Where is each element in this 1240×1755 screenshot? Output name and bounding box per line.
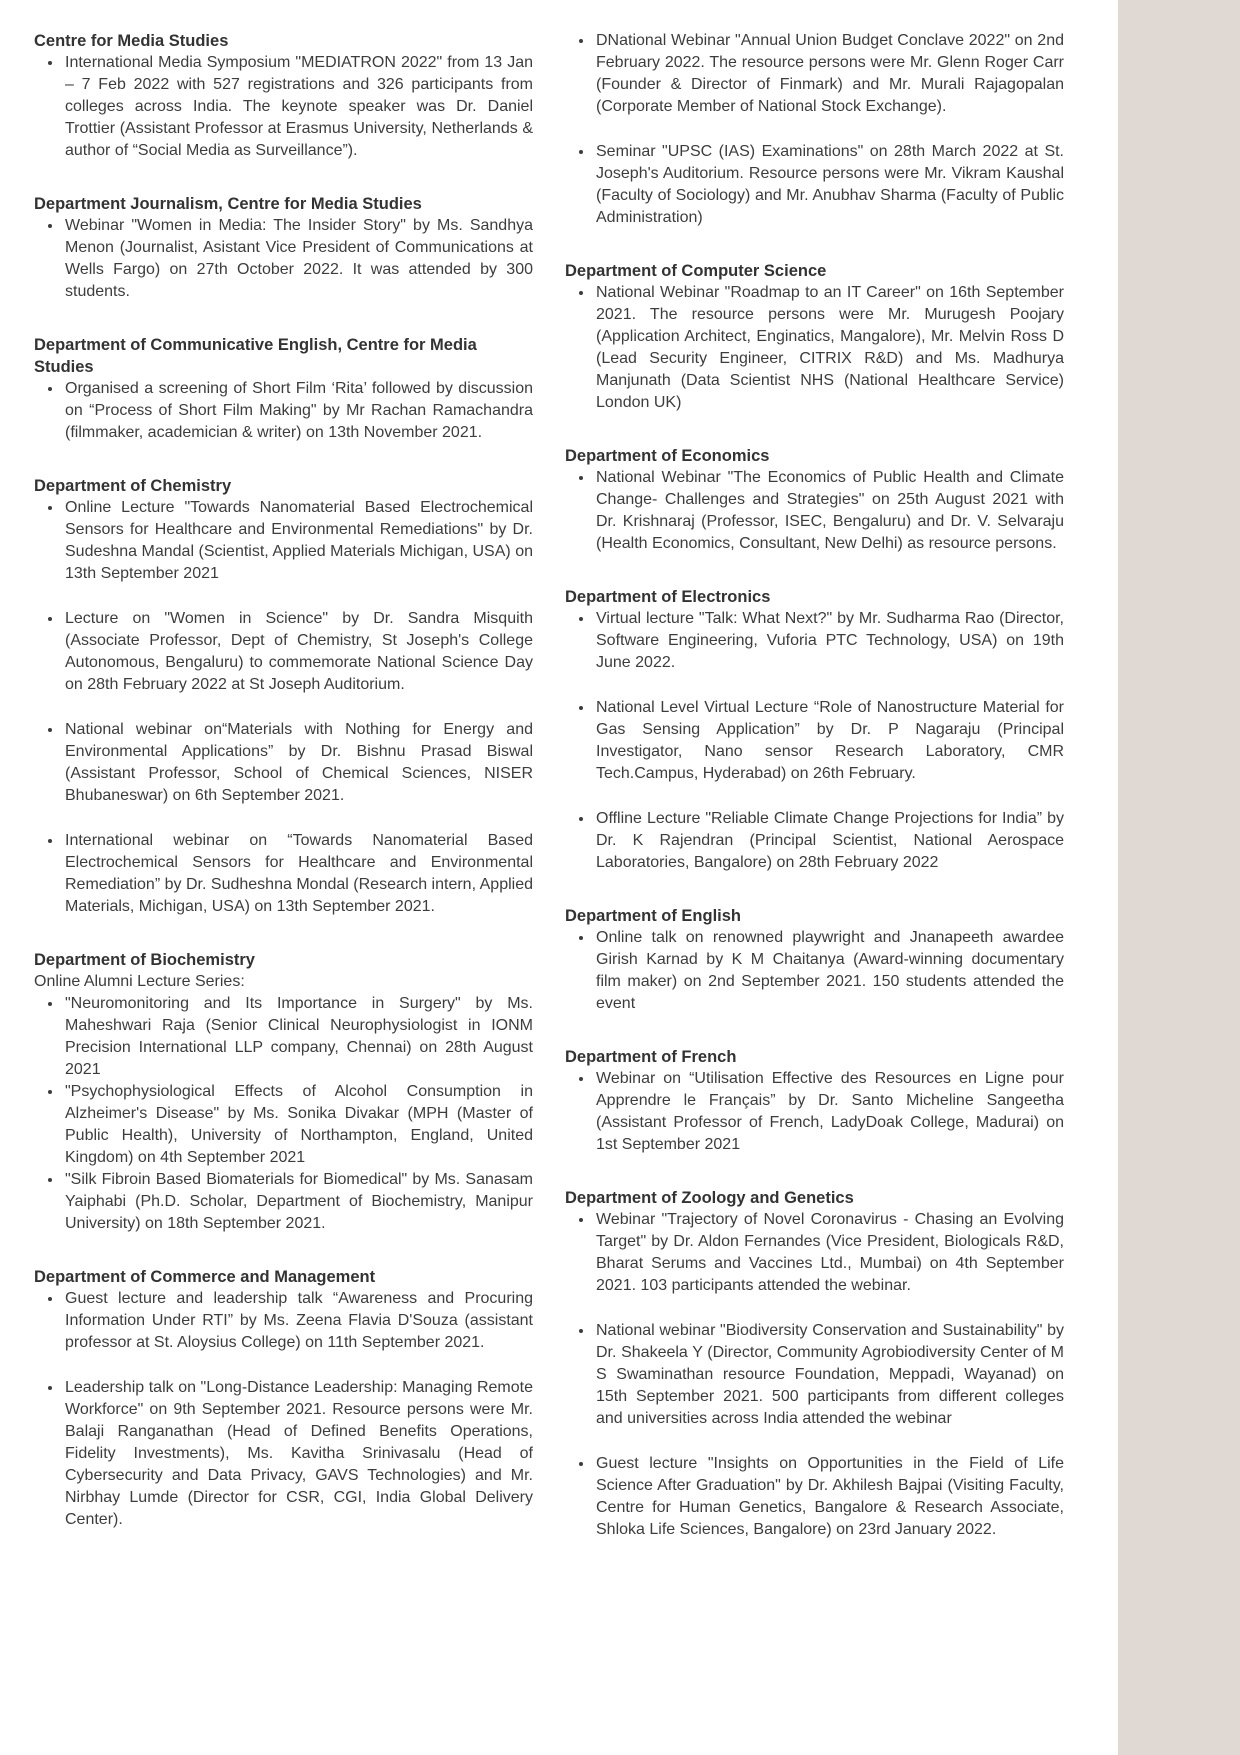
section-heading: Department of Communicative English, Centre for Media Studies xyxy=(34,336,477,376)
section-heading: Department of Biochemistry xyxy=(34,951,255,969)
event-item: • Organised a screening of Short Film ‘Rita’ followed by discussion on “Process of Short Film Making" by Mr Rachan Ramachandra (filmmaker, academician & writer) on 13th November 2021. xyxy=(63,378,533,444)
right-column xyxy=(565,30,1064,1541)
event-list xyxy=(34,215,533,303)
event-item: • Seminar "UPSC (IAS) Examinations" on 28th March 2022 at St. Joseph's Auditorium. Resource persons were Mr. Vikram Kaushal (Faculty of Sociology) and Mr. Anubhav Sharma (Faculty of Public Administration) xyxy=(594,141,1064,229)
event-item: • National Webinar "The Economics of Public Health and Climate Change- Challenges and Strategies" on 25th August 2021 with Dr. Krishnaraj (Professor, ISEC, Bengaluru) and Dr. V. Selvaraju (Health Economics, Consultant, New Delhi) as resource persons. xyxy=(594,467,1064,555)
section-heading: Department of Commerce and Management xyxy=(34,1268,376,1286)
section-heading: Department of Chemistry xyxy=(34,477,232,495)
department-section xyxy=(565,1187,1064,1541)
event-item: • National webinar on“Materials with Nothing for Energy and Environmental Applications” by Dr. Bishnu Prasad Biswal (Assistant Professor, School of Chemical Sciences, NISER Bhubaneswar) on 6th September 2021. xyxy=(63,719,533,807)
department-section xyxy=(34,334,533,444)
event-list xyxy=(565,1209,1064,1541)
event-item: • Webinar "Trajectory of Novel Coronavirus - Chasing an Evolving Target" by Dr. Aldon Fernandes (Vice President, Biologicals R&D, Bharat Serums and Vaccines Ltd., Mumbai) on 4th September 2021. 103 participants attended the webinar. xyxy=(594,1209,1064,1297)
department-section xyxy=(565,905,1064,1015)
event-list xyxy=(565,608,1064,874)
event-item: • Guest lecture "Insights on Opportunities in the Field of Life Science After Graduation" by Dr. Akhilesh Bajpai (Visiting Faculty, Centre for Human Genetics, Bangalore & Research Associate, Shloka Life Sciences, Bangalore) on 23rd January 2022. xyxy=(594,1453,1064,1541)
event-item: • Online Lecture "Towards Nanomaterial Based Electrochemical Sensors for Healthcare and Environmental Remediations" by Dr. Sudeshna Mandal (Scientist, Applied Materials Michigan, USA) on 13th September 2021 xyxy=(63,497,533,585)
event-list xyxy=(565,467,1064,555)
section-intro: Online Alumni Lecture Series: xyxy=(34,973,245,990)
department-section xyxy=(34,30,533,162)
department-section xyxy=(565,1046,1064,1156)
left-column xyxy=(34,30,533,1541)
section-heading: Centre for Media Studies xyxy=(34,32,229,50)
event-list xyxy=(565,1068,1064,1156)
event-list xyxy=(34,52,533,162)
event-item: • International Media Symposium "MEDIATRON 2022" from 13 Jan – 7 Feb 2022 with 527 registrations and 326 participants from colleges across India. The keynote speaker was Dr. Daniel Trottier (Assistant Professor at Erasmus University, Netherlands & author of “Social Media as Surveillance”). xyxy=(63,52,533,162)
event-item: • National webinar "Biodiversity Conservation and Sustainability" by Dr. Shakeela Y (Director, Community Agrobiodiversity Center of M S Swaminathan resource Foundation, Meppadi, Wayanad) on 15th September 2021. 500 participants from different colleges and universities across India attended the webinar xyxy=(594,1320,1064,1430)
event-item: • Online talk on renowned playwright and Jnanapeeth awardee Girish Karnad by K M Chaitanya (Award-winning documentary film maker) on 2nd September 2021. 150 students attended the event xyxy=(594,927,1064,1015)
event-item: • Leadership talk on "Long-Distance Leadership: Managing Remote Workforce" on 9th September 2021. Resource persons were Mr. Balaji Ranganathan (Head of Defined Benefits Operations, Fidelity Investments), Ms. Kavitha Srinivasalu (Head of Cybersecurity and Data Privacy, GAVS Technologies) and Mr. Nirbhay Lumde (Director for CSR, CGI, India Global Delivery Center). xyxy=(63,1377,533,1531)
event-item: • Webinar "Women in Media: The Insider Story" by Ms. Sandhya Menon (Journalist, Asistant Vice President of Communications at Wells Fargo) on 27th October 2022. It was attended by 300 students. xyxy=(63,215,533,303)
event-item: • Webinar on “Utilisation Effective des Resources en Ligne pour Apprendre le Français” by Dr. Santo Micheline Sangeetha (Assistant Professor of French, LadyDoak College, Madurai) on 1st September 2021 xyxy=(594,1068,1064,1156)
section-heading: Department of Economics xyxy=(565,447,770,465)
event-list xyxy=(34,993,533,1235)
section-heading: Department of English xyxy=(565,907,742,925)
section-heading: Department of Computer Science xyxy=(565,262,827,280)
event-item: • Lecture on "Women in Science" by Dr. Sandra Misquith (Associate Professor, Dept of Chemistry, St Joseph's College Autonomous, Bengaluru) to commemorate National Science Day on 28th February 2022 at St Joseph Auditorium. xyxy=(63,608,533,696)
event-item: • National Level Virtual Lecture “Role of Nanostructure Material for Gas Sensing Application” by Dr. P Nagaraju (Principal Investigator, Nano sensor Research Laboratory, CMR Tech.Campus, Hyderabad) on 26th February. xyxy=(594,697,1064,785)
event-list xyxy=(565,30,1064,229)
event-item: • National Webinar "Roadmap to an IT Career" on 16th September 2021. The resource persons were Mr. Murugesh Poojary (Application Architect, Enginatics, Mangalore), Mr. Melvin Ross D (Lead Security Engineer, CITRIX R&D) and Ms. Madhurya Manjunath (Data Scientist NHS (National Healthcare Service) London UK) xyxy=(594,282,1064,414)
event-item: • DNational Webinar "Annual Union Budget Conclave 2022" on 2nd February 2022. The resource persons were Mr. Glenn Roger Carr (Founder & Director of Finmark) and Mr. Murali Rajagopalan (Corporate Member of National Stock Exchange). xyxy=(594,30,1064,118)
event-item: • "Neuromonitoring and Its Importance in Surgery" by Ms. Maheshwari Raja (Senior Clinical Neurophysiologist in IONM Precision International LLP company, Chennai) on 28th August 2021 xyxy=(63,993,533,1081)
section-heading: Department of French xyxy=(565,1048,737,1066)
event-item: • Guest lecture and leadership talk “Awareness and Procuring Information Under RTI” by Ms. Zeena Flavia D'Souza (assistant professor at St. Aloysius College) on 11th September 2021. xyxy=(63,1288,533,1354)
event-item: • Offline Lecture "Reliable Climate Change Projections for India” by Dr. K Rajendran (Principal Scientist, National Aerospace Laboratories, Bangalore) on 28th February 2022 xyxy=(594,808,1064,874)
department-section xyxy=(565,445,1064,555)
event-list xyxy=(565,927,1064,1015)
event-list xyxy=(34,378,533,444)
event-list xyxy=(34,1288,533,1531)
department-section xyxy=(565,30,1064,229)
section-heading: Department of Electronics xyxy=(565,588,771,606)
side-stripe xyxy=(1118,0,1240,1755)
event-item: • International webinar on “Towards Nanomaterial Based Electrochemical Sensors for Healthcare and Environmental Remediation” by Dr. Sudheshna Mondal (Research intern, Applied Materials, Michigan, USA) on 13th September 2021. xyxy=(63,830,533,918)
event-item: • Virtual lecture "Talk: What Next?" by Mr. Sudharma Rao (Director, Software Engineering, Vuforia PTC Technology, USA) on 19th June 2022. xyxy=(594,608,1064,674)
department-section xyxy=(565,586,1064,874)
department-section xyxy=(565,260,1064,414)
event-item: • "Silk Fibroin Based Biomaterials for Biomedical" by Ms. Sanasam Yaiphabi (Ph.D. Scholar, Department of Biochemistry, Manipur University) on 18th September 2021. xyxy=(63,1169,533,1235)
section-heading: Department Journalism, Centre for Media Studies xyxy=(34,195,422,213)
event-item: • "Psychophysiological Effects of Alcohol Consumption in Alzheimer's Disease" by Ms. Sonika Divakar (MPH (Master of Public Health), University of Northampton, England, United Kingdom) on 4th September 2021 xyxy=(63,1081,533,1169)
department-section xyxy=(34,1266,533,1531)
department-section xyxy=(34,193,533,303)
section-heading: Department of Zoology and Genetics xyxy=(565,1189,854,1207)
page xyxy=(34,30,1064,1541)
department-section xyxy=(34,475,533,918)
event-list xyxy=(34,497,533,918)
department-section xyxy=(34,949,533,1235)
event-list xyxy=(565,282,1064,414)
